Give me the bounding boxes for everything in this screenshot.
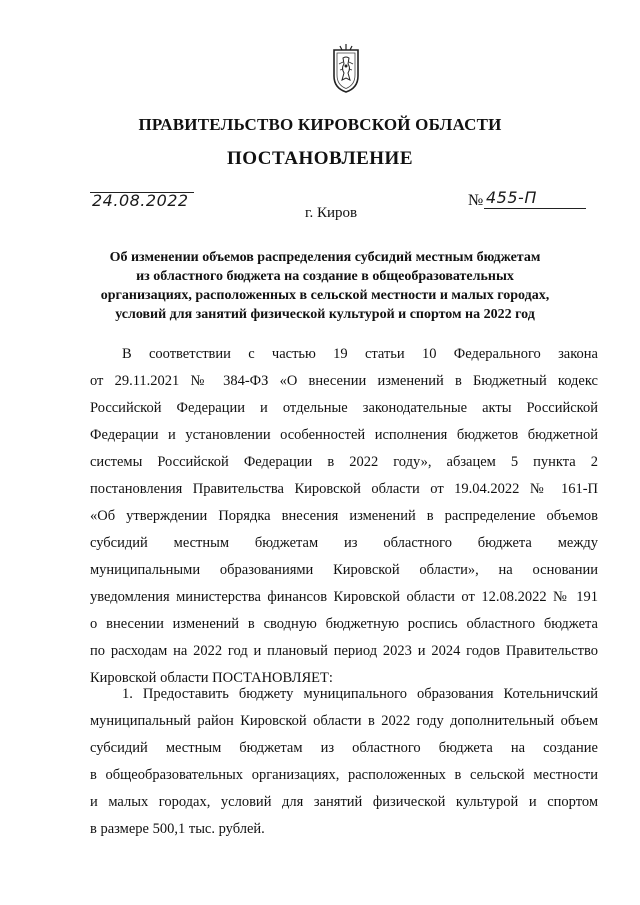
text-line: системы Российской Федерации в 2022 году», абзацем 5 пункта 2 [90,454,598,470]
text-line: Федерации и установлении особенностей исполнения бюджетов бюджетной [90,427,598,443]
text-line: муниципальный район Кировской области в 2022 году дополнительный объем [90,713,598,729]
heading-line: Об изменении объемов распределения субсидий местным бюджетам [109,250,541,265]
clause-1-paragraph [90,681,598,843]
text-line: Кировской области ПОСТАНОВЛЯЕТ: [90,670,333,686]
text-line: о внесении изменений в сводную бюджетную роспись областного бюджета [90,616,598,632]
text-line: в общеобразовательных организациях, расположенных в сельской местности [90,767,598,783]
document-date: 24.08.2022 [92,191,189,210]
text-line: субсидий местным бюджетам из областного бюджета между [90,535,598,551]
text-line: «Об утверждении Порядка внесения изменений в распределение объемов [90,508,598,524]
text-line: постановления Правительства Кировской области от 19.04.2022 № 161-П [90,481,598,497]
text-line: и малых городах, условий для занятий физической культурой и спортом [90,794,598,810]
document-number: 455-П [486,188,537,207]
text-line: субсидий местным бюджетам из областного бюджета на создание [90,740,598,756]
city-label: г. Киров [305,205,358,221]
text-line: по расходам на 2022 год и плановый период 2023 и 2024 годов Правительство [90,643,598,659]
number-underline [484,208,586,209]
document-type: ПОСТАНОВЛЕНИЕ [226,148,414,169]
text-line: В соответствии с частью 19 статьи 10 Федерального закона [122,346,598,362]
text-line: уведомления министерства финансов Кировской области от 12.08.2022 № 191 [90,589,598,605]
text-line: Российской Федерации и отдельные законодательные акты Российской [90,400,598,416]
text-line: в размере 500,1 тыс. рублей. [90,821,265,837]
organization-title: ПРАВИТЕЛЬСТВО КИРОВСКОЙ ОБЛАСТИ [138,115,502,134]
coat-of-arms-icon [326,42,366,94]
text-line: 1. Предоставить бюджету муниципального образования Котельничский [122,686,598,702]
heading-line: организациях, расположенных в сельской местности и малых городах, [100,288,550,303]
text-line: муниципальными образованиями Кировской области», на основании [90,562,598,578]
number-label: № [468,192,484,209]
heading-line: условий для занятий физической культурой и спортом на 2022 год [115,307,535,322]
preamble-paragraph [90,341,598,692]
document-heading [80,248,570,324]
text-line: от 29.11.2021 № 384-ФЗ «О внесении изменений в Бюджетный кодекс [90,373,598,389]
heading-line: из областного бюджета на создание в общеобразовательных [136,269,514,284]
